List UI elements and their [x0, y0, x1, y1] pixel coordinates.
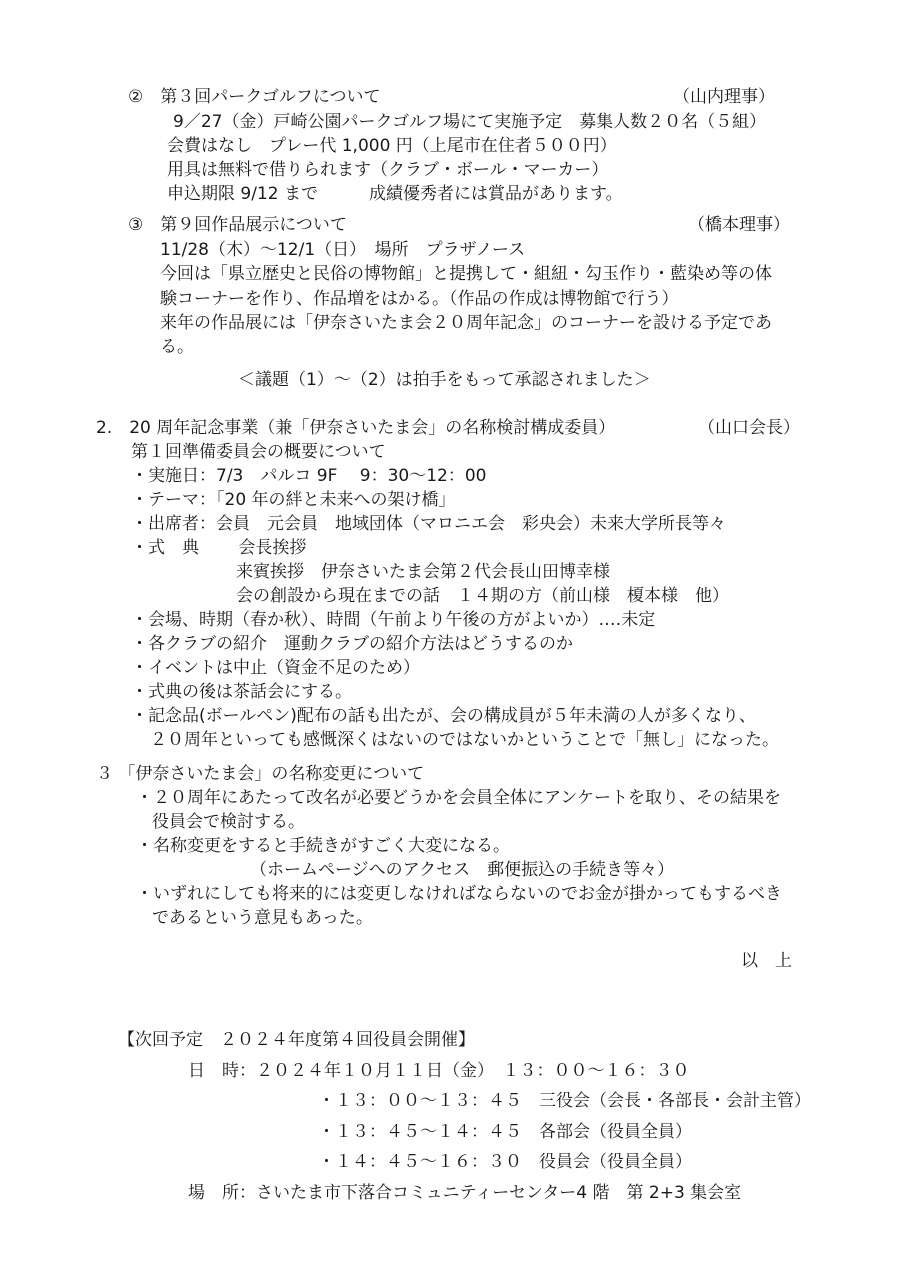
item2-line: 会費はなし プレー代 1,000 円（上尾市在住者５００円） — [167, 136, 617, 156]
section3-line: ・２０周年にあたって改名が必要どうかを会員全体にアンケートを取り、その結果を — [136, 788, 781, 808]
section2-line: ・出席者：会員 元会員 地域団体（マロニエ会 彩央会）未来大学所長等々 — [131, 514, 726, 534]
item3-line: 来年の作品展には「伊奈さいたま会２０周年記念」のコーナーを設ける予定であ — [160, 313, 772, 333]
item3-line: 験コーナーを作り、作品増をはかる。（作品の作成は博物館で行う） — [160, 289, 679, 309]
section2-line: 来賓挨拶 伊奈さいたま会第２代会長山田博幸様 — [236, 562, 610, 582]
item3-title: ③ 第９回作品展示について — [128, 215, 347, 235]
section2-line: ・会場、時期（春か秋）、時間（午前より午後の方がよいか）‥‥未定 — [131, 610, 656, 630]
item2-title: ② 第３回パークゴルフについて — [128, 87, 381, 107]
schedule-item: ・１３：００～１３：４５ 三役会（会長・各部長・会計主管） — [318, 1091, 811, 1111]
item3-line: 11/28（木）～12/1（日） 場所 プラザノース — [160, 240, 526, 260]
closing-mark: 以 上 — [741, 951, 792, 971]
section3-line: であるという意見もあった。 — [152, 908, 373, 928]
section3-line: （ホームページへのアクセス 郵便振込の手続き等々） — [250, 860, 675, 880]
section2-line: ２０周年といっても感慨深くはないのではないかということで「無し」になった。 — [150, 730, 779, 750]
section3-line: 役員会で検討する。 — [152, 812, 305, 832]
section2-subtitle: 第１回準備委員会の概要について — [131, 442, 386, 462]
section2-title: 2. 20 周年記念事業（兼「伊奈さいたま会」の名称検討構成委員） — [96, 418, 616, 438]
next-place: 場 所：さいたま市下落合コミュニティーセンター4 階 第 2+3 集会室 — [188, 1183, 742, 1203]
section2-line: ・記念品(ボールペン)配布の話も出たが、会の構成員が５年未満の人が多くなり、 — [131, 706, 756, 726]
approval-note: ＜議題（1）～（2）は拍手をもって承認されました＞ — [238, 370, 651, 390]
section2-line: ・実施日：7/3 パルコ 9F 9：30～12：00 — [131, 466, 487, 486]
schedule-item: ・１４：４５～１６：３０ 役員会（役員全員） — [318, 1152, 692, 1172]
item2-line: 申込期限 9/12 まで 成績優秀者には賞品があります。 — [167, 184, 623, 204]
section3-line: ・名称変更をすると手続きがすごく大変になる。 — [136, 836, 510, 856]
section2-line: ・式典の後は茶話会にする。 — [131, 682, 352, 702]
next-datetime: 日 時：２０２４年１０月１１日（金） １３：００～１６：３０ — [188, 1061, 690, 1081]
section2-line: ・テーマ：「20 年の絆と未来への架け橋」 — [131, 490, 456, 510]
item3-owner: （橋本理事） — [688, 215, 790, 235]
item2-owner: （山内理事） — [673, 87, 775, 107]
section2-line: ・式 典 会長挨拶 — [131, 538, 307, 558]
section2-line: ・各クラブの紹介 運動クラブの紹介方法はどうするのか — [131, 634, 573, 654]
next-heading: 【次回予定 ２０２４年度第４回役員会開催】 — [118, 1030, 475, 1050]
section3-line: ・いずれにしても将来的には変更しなければならないのでお金が掛かってもするべき — [136, 884, 782, 904]
item3-line: る。 — [160, 337, 194, 357]
section3-title: ３ 「伊奈さいたま会」の名称変更について — [96, 764, 425, 784]
item2-line: 9／27（金）戸崎公園パークゴルフ場にて実施予定 募集人数２０名（５組） — [173, 112, 767, 132]
section2-line: ・イベントは中止（資金不足のため） — [131, 658, 420, 678]
schedule-item: ・１３：４５～１４：４５ 各部会（役員全員） — [318, 1122, 692, 1142]
section2-line: 会の創設から現在までの話 １４期の方（前山様 榎本様 他） — [236, 586, 729, 606]
section2-owner: （山口会長） — [698, 418, 800, 438]
item3-line: 今回は「県立歴史と民俗の博物館」と提携して・組紐・勾玉作り・藍染め等の体 — [160, 264, 772, 284]
item2-line: 用具は無料で借りられます（クラブ・ボール・マーカー） — [167, 160, 609, 180]
